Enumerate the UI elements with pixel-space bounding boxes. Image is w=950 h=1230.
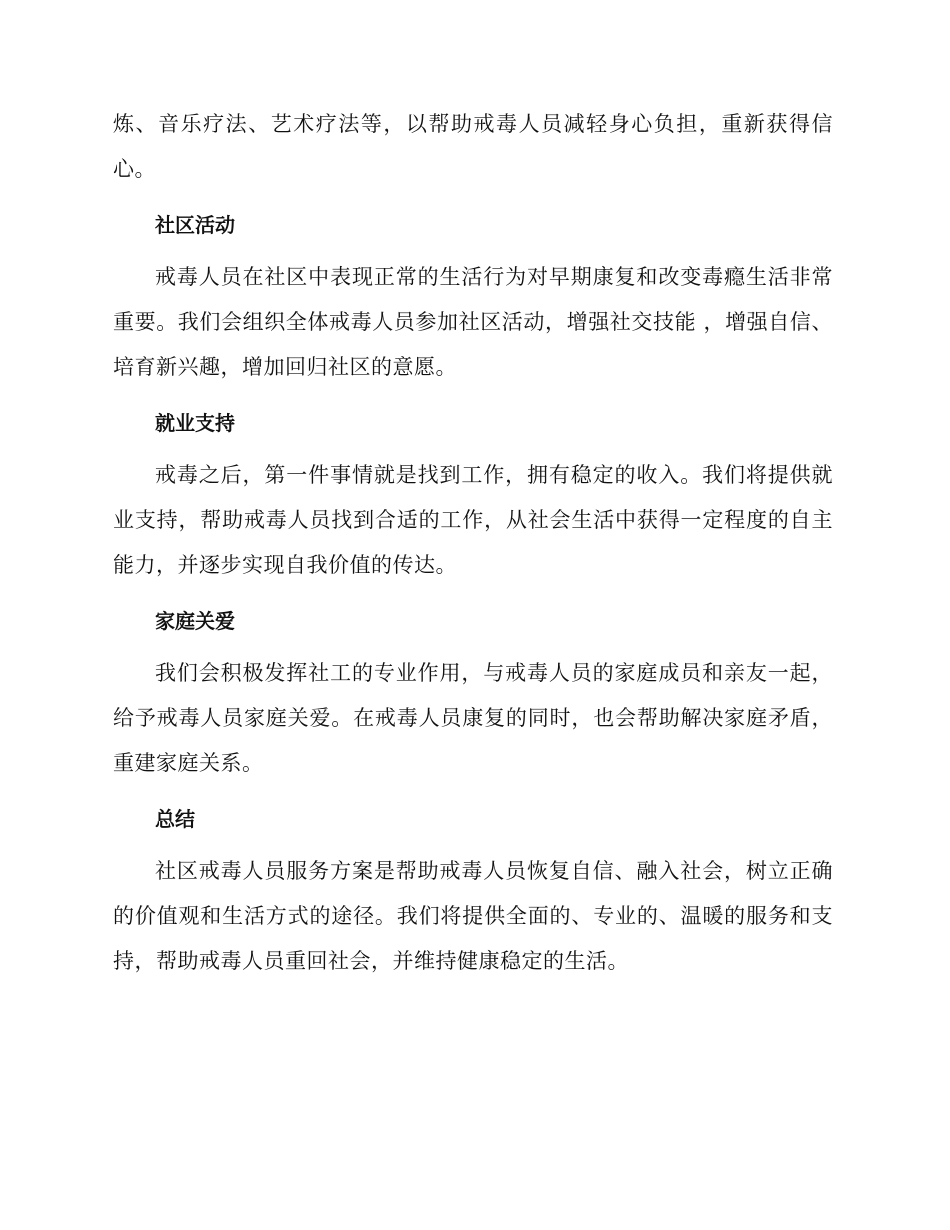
section-heading-family-care: 家庭关爱 (155, 609, 235, 633)
section-heading-summary: 总结 (155, 807, 195, 831)
section-body-employment-support: 戒毒之后，第一件事情就是找到工作，拥有稳定的收入。我们将提供就业支持，帮助戒毒人员找到合适的工作，从社会生活中获得一定程度的自主能力，并逐步实现自我价值的传达。 (113, 463, 833, 577)
section-heading-community-activities: 社区活动 (155, 213, 235, 237)
section-body-family-care: 我们会积极发挥社工的专业作用，与戒毒人员的家庭成员和亲友一起，给予戒毒人员家庭关爱。在戒毒人员康复的同时，也会帮助解决家庭矛盾，重建家庭关系。 (113, 661, 833, 775)
section-body-summary: 社区戒毒人员服务方案是帮助戒毒人员恢复自信、融入社会，树立正确的价值观和生活方式的途径。我们将提供全面的、专业的、温暖的服务和支持，帮助戒毒人员重回社会，并维持健康稳定的生活。 (113, 859, 833, 973)
section-heading-employment-support: 就业支持 (155, 411, 235, 435)
section-body-community-activities: 戒毒人员在社区中表现正常的生活行为对早期康复和改变毒瘾生活非常重要。我们会组织全体戒毒人员参加社区活动，增强社交技能 ，增强自信、培育新兴趣，增加回归社区的意愿。 (113, 265, 833, 379)
continuation-paragraph: 炼、音乐疗法、艺术疗法等，以帮助戒毒人员减轻身心负担，重新获得信心。 (113, 112, 833, 181)
document-page (113, 102, 833, 984)
